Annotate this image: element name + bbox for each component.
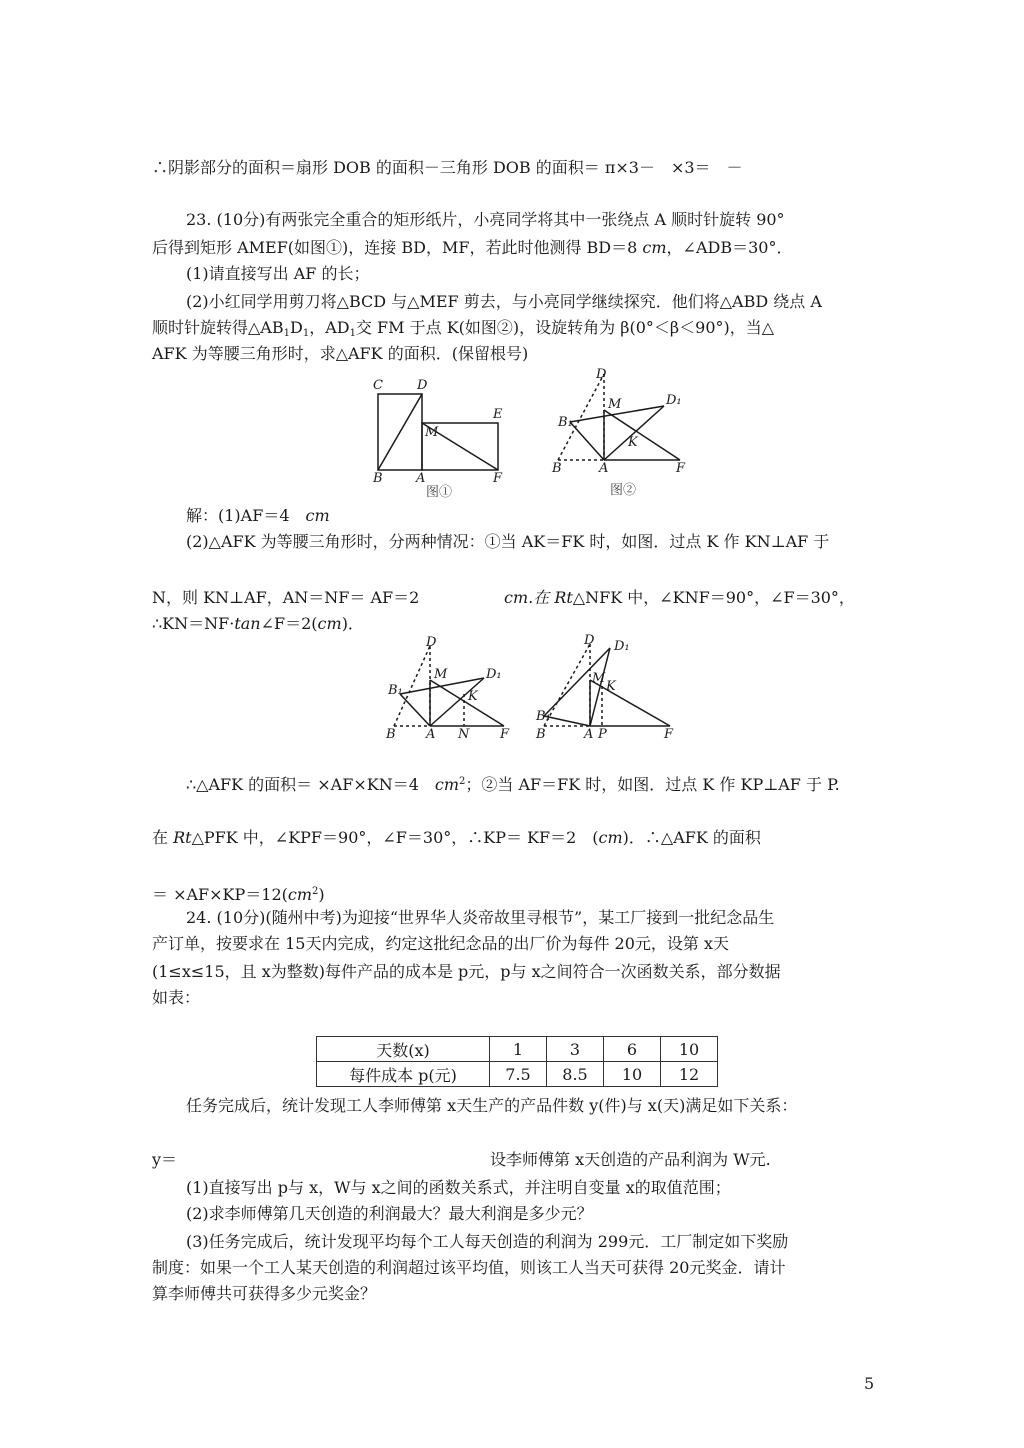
solution-line: ＝ $\times AF\times KP=12(cm^2)$ xyxy=(152,885,325,904)
point-label: N xyxy=(458,727,470,742)
question-24-line: 如表： xyxy=(152,988,201,1007)
point-label: P xyxy=(598,727,607,742)
point-label: D xyxy=(584,633,595,648)
text-line: ∴阴影部分的面积＝扇形 DOB 的面积－三角形 DOB 的面积＝ π×3－ ×3＝ － xyxy=(152,158,743,177)
point-label: D₁ xyxy=(666,393,682,408)
point-label: C xyxy=(373,378,383,393)
point-label: F xyxy=(493,471,503,486)
point-label: A xyxy=(584,727,594,742)
point-label: B xyxy=(552,461,562,476)
figure-4-diagram xyxy=(530,630,680,744)
question-24-line: 制度：如果一个工人某天创造的利润超过该平均值，则该工人当天可获得 20元奖金．请计 xyxy=(152,1258,786,1277)
question-24-part1: (1)直接写出 p与 x，W与 x之间的函数关系式，并注明自变量 x的取值范围； xyxy=(186,1178,731,1197)
question-23-line: 后得到矩形 AMEF(如图①)，连接 BD，MF，若此时他测得 BD＝8 cm，∠ADB＝30°． xyxy=(152,238,793,257)
point-label: A xyxy=(416,471,426,486)
table-cell: 1 xyxy=(490,1037,547,1062)
table-cell: 10 xyxy=(661,1037,718,1062)
point-label: B xyxy=(386,727,396,742)
point-label: F xyxy=(664,727,674,742)
cost-table xyxy=(316,1036,718,1087)
figure-2-caption: 图② xyxy=(610,483,637,498)
point-label: F xyxy=(500,727,510,742)
figure-3-diagram xyxy=(380,632,520,744)
solution-line: cm.在 Rt△NFK 中，∠KNF＝90°，∠F＝30°， xyxy=(504,588,855,607)
point-label: M xyxy=(425,425,439,440)
question-23-part1: (1)请直接写出 AF 的长； xyxy=(186,264,370,283)
solution-line: 在 Rt△PFK 中，∠KPF＝90°，∠F＝30°，∴KP＝ KF＝2 (cm)．∴△AFK 的面积 xyxy=(152,828,761,847)
point-label: D xyxy=(417,378,428,393)
point-label: K xyxy=(606,679,616,694)
point-label: B xyxy=(536,727,546,742)
question-24-line: 设李师傅第 x天创造的产品利润为 W元. xyxy=(490,1150,771,1169)
table-cell: 3 xyxy=(547,1037,604,1062)
solution-line: 解：(1)AF＝4 cm xyxy=(186,506,330,525)
table-cell: 10 xyxy=(604,1062,661,1087)
table-cell: 8.5 xyxy=(547,1062,604,1087)
question-23-line: AFK 为等腰三角形时，求△AFK 的面积．(保留根号) xyxy=(152,344,529,363)
solution-line: N，则 KN⊥AF，AN＝NF＝ AF＝2 xyxy=(152,588,420,607)
figure-2-diagram xyxy=(548,362,708,502)
point-label: F xyxy=(676,461,686,476)
point-label: D₁ xyxy=(486,667,502,682)
table-header-cell: 每件成本 p(元) xyxy=(317,1062,490,1087)
point-label: B₁ xyxy=(536,709,551,724)
table-cell: 7.5 xyxy=(490,1062,547,1087)
question-24-line: 算李师傅共可获得多少元奖金？ xyxy=(152,1284,377,1303)
question-23-part2: (2)小红同学用剪刀将△BCD 与△MEF 剪去，与小亮同学继续探究．他们将△ABD 绕点 A xyxy=(186,292,822,311)
point-label: A xyxy=(426,727,436,742)
question-24-line: y＝ xyxy=(152,1150,178,1169)
question-24-part3: (3)任务完成后，统计发现平均每个工人每天创造的利润为 299元．工厂制定如下奖励 xyxy=(186,1232,789,1251)
question-24-line: 24. (10分)(随州中考)为迎接“世界华人炎帝故里寻根节”，某工厂接到一批纪念品生 xyxy=(186,908,775,927)
point-label: B₁ xyxy=(558,415,573,430)
point-label: M xyxy=(434,667,448,682)
point-label: D xyxy=(596,367,607,382)
question-24-line: 产订单，按要求在 15天内完成，约定这批纪念品的出厂价为每件 20元，设第 x天 xyxy=(152,934,730,953)
point-label: K xyxy=(468,689,478,704)
question-24-line: 任务完成后，统计发现工人李师傅第 x天生产的产品件数 y(件)与 x(天)满足如下关系： xyxy=(186,1096,798,1115)
point-label: K xyxy=(628,435,638,450)
point-label: D₁ xyxy=(614,639,630,654)
table-row xyxy=(317,1037,718,1062)
point-label: A xyxy=(599,461,609,476)
table-row xyxy=(317,1062,718,1087)
point-label: M xyxy=(592,671,606,686)
question-24-part2: (2)求李师傅第几天创造的利润最大？最大利润是多少元？ xyxy=(186,1204,593,1223)
solution-line: ∴KN＝NF·tan∠F＝2(cm)． xyxy=(152,614,364,633)
table-cell: 6 xyxy=(604,1037,661,1062)
figure-1-diagram xyxy=(360,370,520,502)
question-23-line: 23. (10分)有两张完全重合的矩形纸片，小亮同学将其中一张绕点 A 顺时针旋转 90° xyxy=(186,210,785,229)
question-24-line: (1≤x≤15，且 x为整数)每件产品的成本是 p元，p与 x之间符合一次函数关系，部分数据 xyxy=(152,962,781,981)
question-23-line: 顺时针旋转得$\triangle AB_1D_1$，$AD_1$交 FM 于点 K(如图②)，设旋转角为 β(0°＜β＜90°)，当△ xyxy=(152,318,775,339)
point-label: M xyxy=(608,397,622,412)
point-label: D xyxy=(426,635,437,650)
table-cell: 12 xyxy=(661,1062,718,1087)
page-number: 5 xyxy=(864,1374,875,1393)
table-header-cell: 天数(x) xyxy=(317,1037,490,1062)
solution-line: ∴△AFK 的面积＝ ×AF×KN＝4 $cm^2$；②当 AF＝FK 时，如图．过点 K 作 KP⊥AF 于 P. xyxy=(186,775,840,794)
figure-1-caption: 图① xyxy=(426,485,453,500)
point-label: B₁ xyxy=(388,683,403,698)
solution-line: (2)△AFK 为等腰三角形时，分两种情况：①当 AK＝FK 时，如图．过点 K 作 KN⊥AF 于 xyxy=(186,532,830,551)
point-label: B xyxy=(373,471,383,486)
point-label: E xyxy=(493,407,503,422)
